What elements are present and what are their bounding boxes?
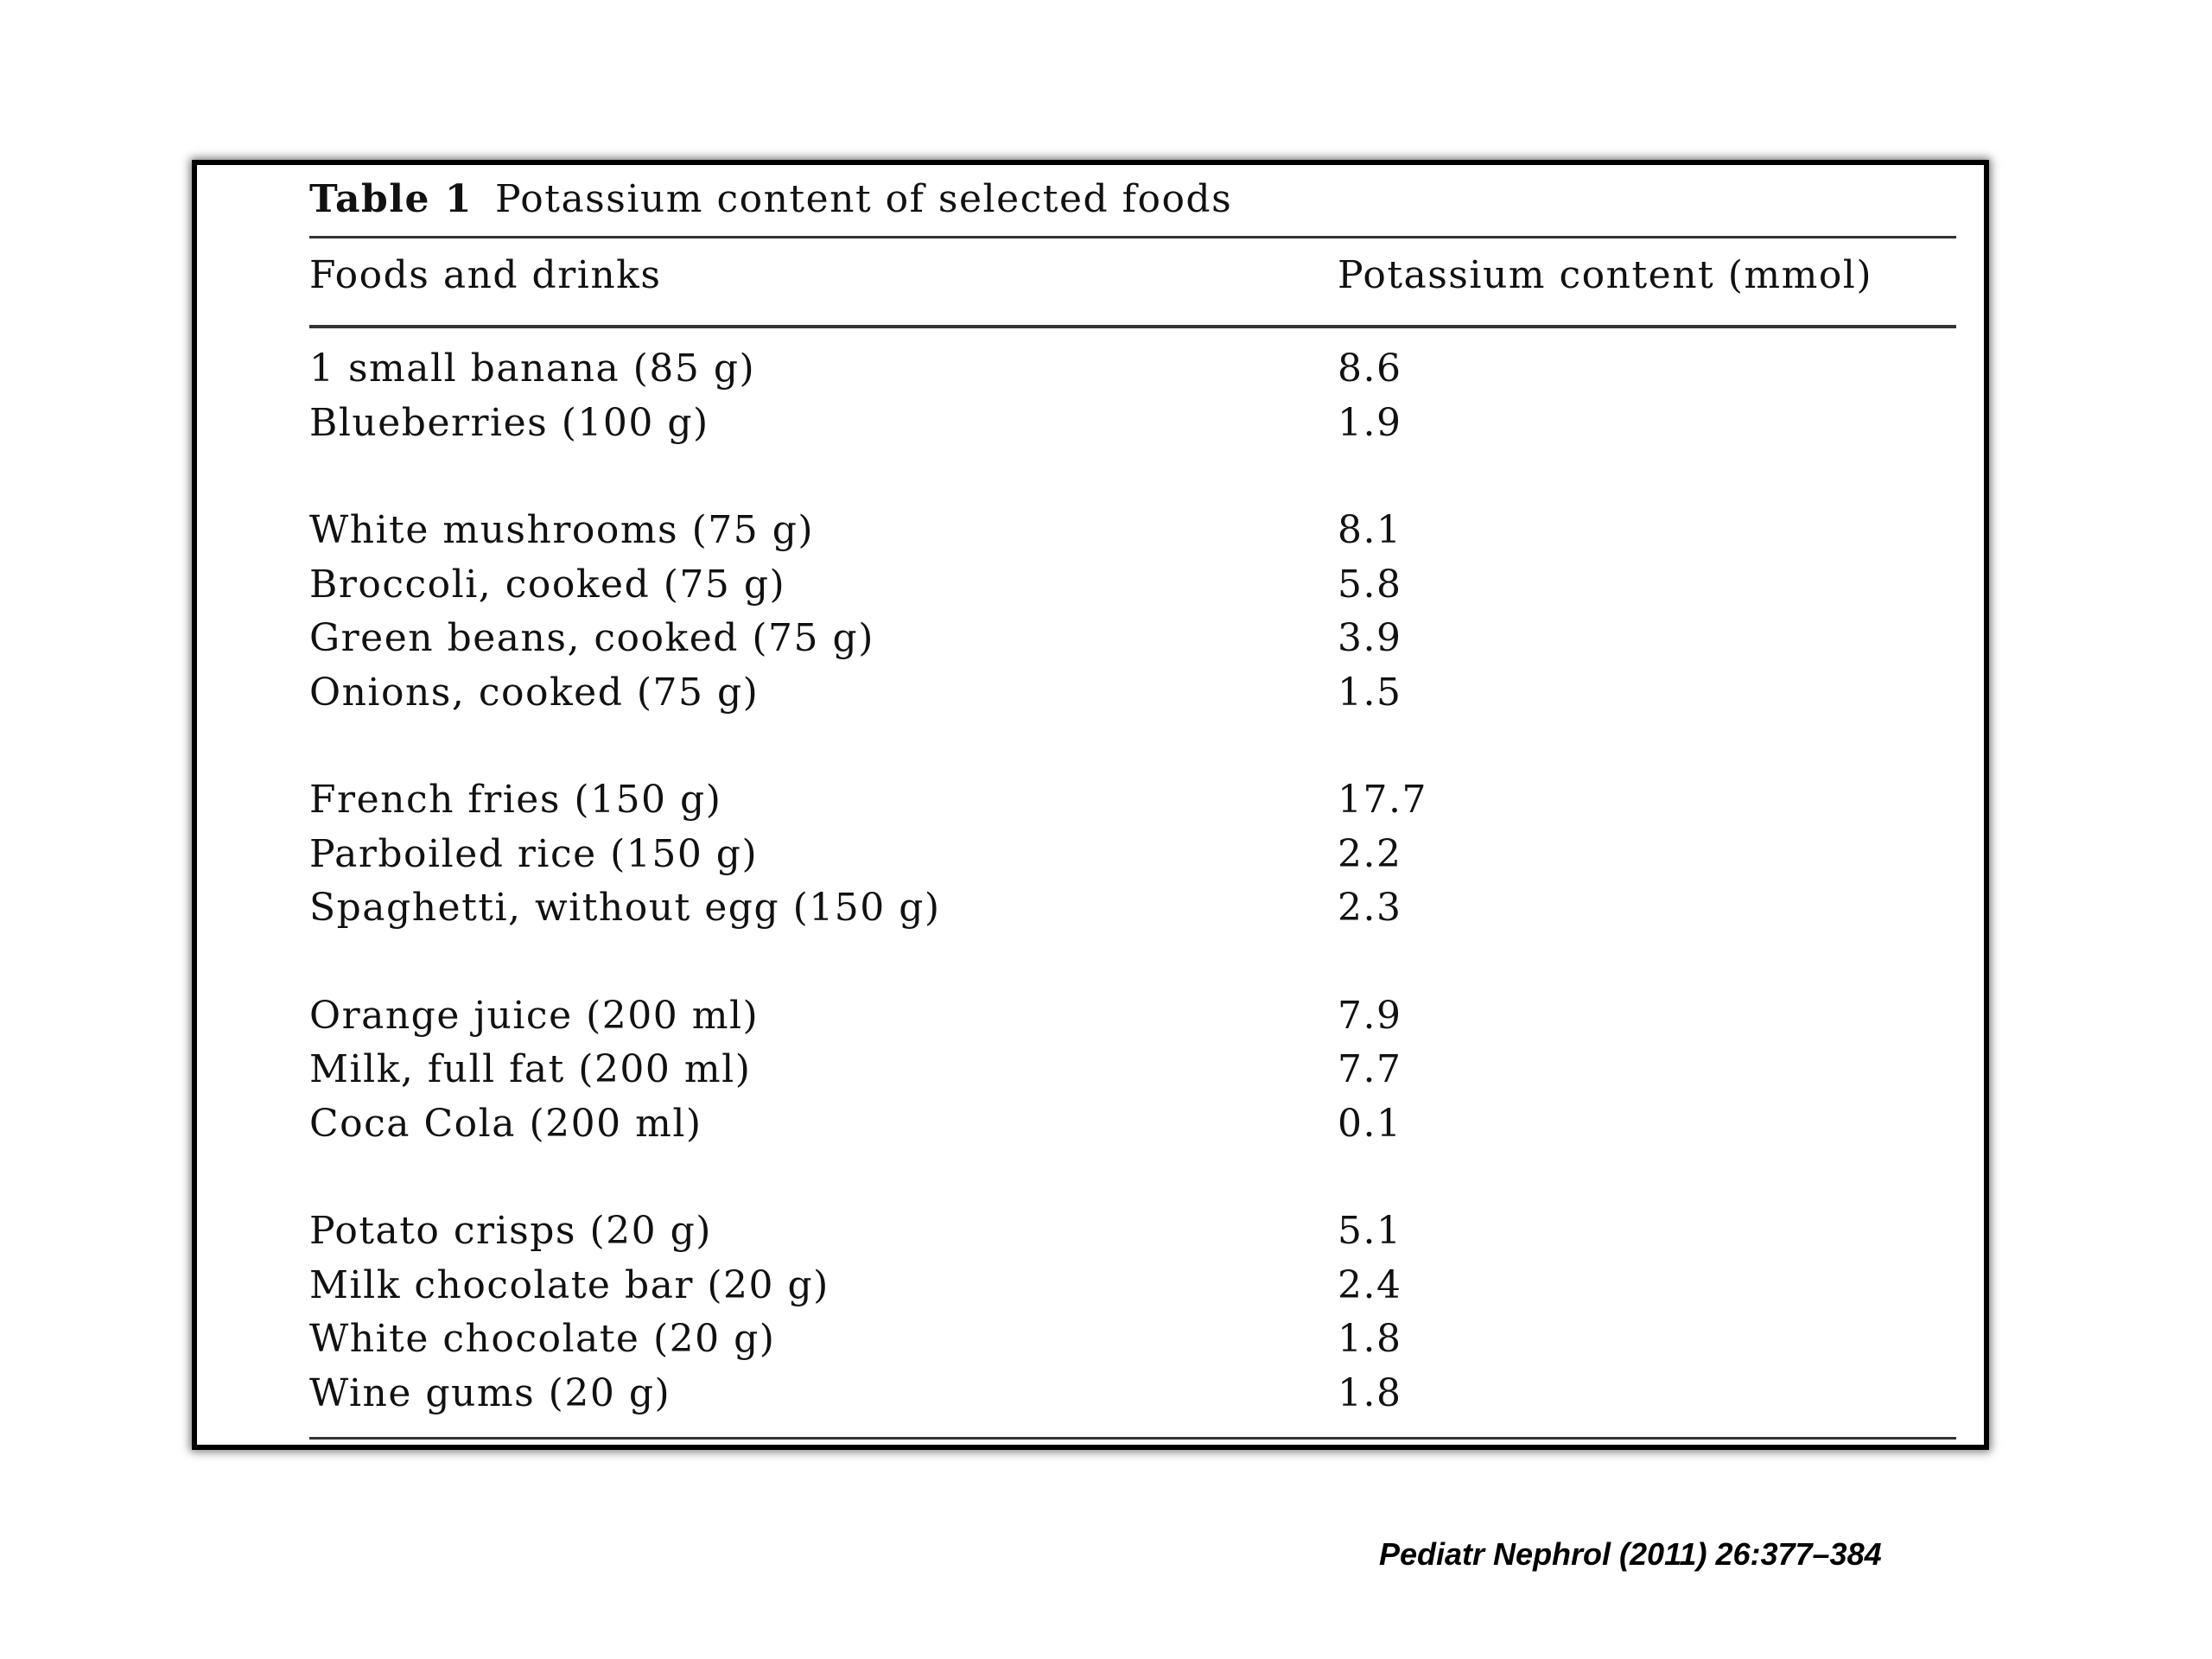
food-cell: White mushrooms (75 g) (309, 508, 815, 552)
potassium-cell: 0.1 (1338, 1101, 1402, 1146)
potassium-cell: 2.4 (1338, 1262, 1402, 1307)
table-row (309, 666, 1956, 721)
potassium-cell: 7.9 (1338, 993, 1402, 1038)
food-cell: Parboiled rice (150 g) (309, 831, 759, 876)
potassium-cell: 2.2 (1338, 831, 1402, 876)
food-cell: Wine gums (20 g) (309, 1370, 671, 1415)
table-title: Potassium content of selected foods (494, 177, 1233, 221)
potassium-cell: 5.8 (1338, 562, 1402, 607)
food-cell: White chocolate (20 g) (309, 1317, 776, 1361)
table-row (309, 1367, 1956, 1421)
table-row (309, 881, 1956, 936)
food-cell: Green beans, cooked (75 g) (309, 616, 874, 660)
table-row (309, 1043, 1956, 1097)
potassium-cell: 8.1 (1338, 508, 1402, 552)
row-group (309, 342, 1956, 450)
potassium-cell: 5.1 (1338, 1209, 1402, 1253)
table-row (309, 1259, 1956, 1313)
top-rule (309, 236, 1956, 238)
table-row (309, 612, 1956, 666)
header-rule (309, 325, 1956, 328)
potassium-cell: 1.9 (1338, 400, 1402, 445)
row-group (309, 989, 1956, 1152)
citation: Pediatr Nephrol (2011) 26:377–384 (1379, 1536, 1882, 1572)
table-row (309, 828, 1956, 882)
bottom-rule (309, 1437, 1956, 1440)
table-row (309, 1313, 1956, 1367)
potassium-cell: 3.9 (1338, 616, 1402, 660)
food-cell: 1 small banana (85 g) (309, 346, 756, 391)
row-group (309, 504, 1956, 720)
table-row (309, 1097, 1956, 1152)
column-header-potassium: Potassium content (mmol) (1338, 253, 1873, 297)
column-header-foods: Foods and drinks (309, 253, 662, 297)
table-row (309, 504, 1956, 558)
food-cell: Orange juice (200 ml) (309, 993, 760, 1038)
table-row (309, 1205, 1956, 1259)
food-cell: Blueberries (100 g) (309, 400, 709, 445)
table-row (309, 773, 1956, 828)
food-cell: Potato crisps (20 g) (309, 1209, 712, 1253)
potassium-cell: 1.8 (1338, 1317, 1402, 1361)
potassium-cell: 7.7 (1338, 1047, 1402, 1091)
table-row (309, 342, 1956, 397)
table-body (309, 342, 1956, 1421)
potassium-cell: 1.8 (1338, 1370, 1402, 1415)
table-content (309, 165, 1956, 1445)
potassium-cell: 1.5 (1338, 670, 1402, 715)
row-group (309, 773, 1956, 936)
food-cell: Spaghetti, without egg (150 g) (309, 886, 941, 930)
table-row (309, 558, 1956, 613)
potassium-cell: 2.3 (1338, 886, 1402, 930)
table-label: Table 1 (309, 177, 473, 221)
potassium-cell: 17.7 (1338, 778, 1427, 822)
food-cell: Onions, cooked (75 g) (309, 670, 760, 715)
potassium-cell: 8.6 (1338, 346, 1402, 391)
food-cell: Coca Cola (200 ml) (309, 1101, 702, 1146)
food-cell: French fries (150 g) (309, 778, 722, 822)
food-cell: Broccoli, cooked (75 g) (309, 562, 786, 607)
table-caption (309, 177, 1232, 221)
food-cell: Milk, full fat (200 ml) (309, 1047, 752, 1091)
table-row (309, 989, 1956, 1044)
food-cell: Milk chocolate bar (20 g) (309, 1262, 830, 1307)
row-group (309, 1205, 1956, 1421)
table-frame (192, 160, 1989, 1450)
table-row (309, 397, 1956, 451)
